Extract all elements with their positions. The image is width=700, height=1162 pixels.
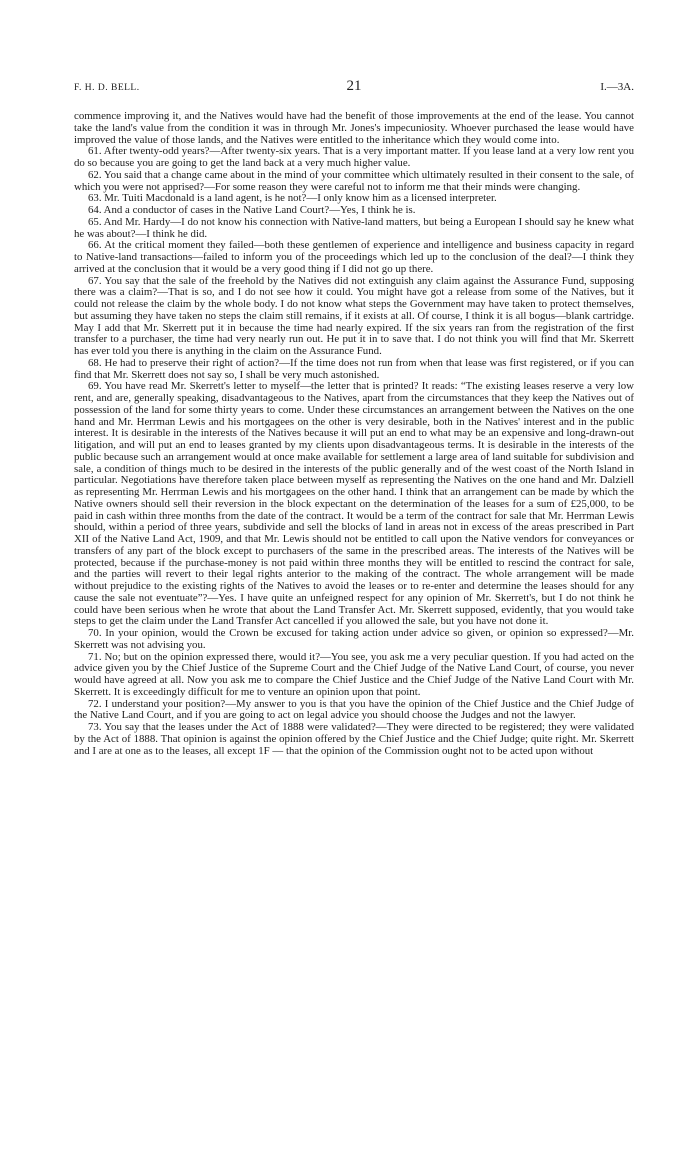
page-header <box>74 78 634 95</box>
page-number: 21 <box>346 78 362 94</box>
paragraph-63: 63. Mr. Tuiti Macdonald is a land agent, is he not?—I only know him as a licensed interpreter. <box>88 192 497 205</box>
paragraph-64: 64. And a conductor of cases in the Native Land Court?—Yes, I think he is. <box>88 204 416 216</box>
paragraph-65: 65. And Mr. Hardy—I do not know his connection with Native-land matters, but being a European I should say he knew what he was about?—I think he did. <box>74 215 634 240</box>
paragraph-67: 67. You say that the sale of the freehold by the Natives did not extinguish any claim against the Assurance Fund, supposing there was a claim?—That is so, and I do not see how it could. You might have got a release from some of the Natives, but it could not release the claim by the whole body. I do not know what steps the Government may have taken to protect themselves, but assuming they have taken no steps the claim still remains, if it exists at all. Of course, I think it is all bogus—blank cartridge. May I add that Mr. Skerrett put it in because the time had nearly expired. If the six years ran from the registration of the first transfer to a purchaser, the time had very nearly run out. He put it in to save that. I do not think you will find that Mr. Skerrett has ever told you there is anything in the claim on the Assurance Fund. <box>74 274 634 357</box>
header-witness-name: F. H. D. BELL. <box>74 83 140 93</box>
paper-reference: I.—3A. <box>600 81 634 93</box>
paragraph: commence improving it, and the Natives would have had the benefit of those improvements at the end of the lease. You cannot take the land's value from the condition it was in through Mr. Jones's impecuniosity. Whoever purchased the lease would have improved the value of those lands, and the Natives were entitled to the inheritance which they would come into. <box>74 110 634 146</box>
paragraph-73: 73. You say that the leases under the Act of 1888 were validated?—They were directed to be registered; they were validated by the Act of 1888. That opinion is against the opinion offered by the Chief Justice and the Chief Judge; quite right. Mr. Skerrett and I are at one as to the leases, all except 1F — that the opinion of the Commission ought not to be acted upon without <box>74 721 634 757</box>
paragraph-61: 61. After twenty-odd years?—After twenty-six years. That is a very important matter. If you lease land at a very low rent you do so because you are going to get the land back at a very much higher value. <box>74 145 634 169</box>
document-body <box>74 111 634 757</box>
paragraph-70: 70. In your opinion, would the Crown be excused for taking action under advice so given, or opinion so expressed?—Mr. Skerrett was not advising you. <box>74 627 634 651</box>
paragraph-62: 62. You said that a change came about in the mind of your committee which ultimately resulted in their consent to the sale, of which you were not apprised?—For some reason they were careful not to inform me that their minds were changing. <box>74 168 634 193</box>
paragraph-68: 68. He had to preserve their right of action?—If the time does not run from when that lease was first registered, or if you can find that Mr. Skerrett does not say so, I shall be very much astonished. <box>74 356 634 381</box>
paragraph-69: 69. You have read Mr. Skerrett's letter to myself—the letter that is printed? It reads: “The existing leases reserve a very low rent, and are, generally speaking, disadvantageous to the Natives, apart from the circumstances that they keep the Natives out of possession of the land for some thirty years to come. Under these circumstances an arrangement between the Natives on the one hand and Mr. Herrman Lewis and his mortgagees on the other is very desirable, both in the Natives' interest and in the public interest. It is desirable in the interests of the Natives because it will put an end to what may be an expensive and long-drawn-out litigation, and will put an end to leases granted by my clients upon disadvantageous terms. It is desirable in the interests of the public because such an arrangement would at once make available for settlement a large area of land suitable for subdivision and sale, a condition of things much to be desired in the interests of the public generally and of the west coast of the North Island in particular. Negotiations have therefore taken place between myself as representing the Natives on the one hand and Mr. Dalziell as representing Mr. Herrman Lewis and his mortgagees on the other hand. I think that an arrangement can be made by which the Native owners should sell their reversion in the block expectant on the determination of the leases for a sum of £25,000, to be paid in cash within three months from the date of the contract. It would be a term of the contract for sale that Mr. Herrman Lewis should, within a period of three years, subdivide and sell the blocks of land in areas not in excess of the areas prescribed in Part XII of the Native Land Act, 1909, and that Mr. Lewis should not be entitled to call upon the Native vendors for conveyances or transfers of any part of the block except to purchasers of the same in the prescribed areas. The interests of the Natives will be protected, because if the purchase-money is not paid within three months they will be entitled to rescind the contract for sale, and the parties will revert to their legal rights anterior to the making of the contract. The whole arrangement will be made without prejudice to the existing rights of the Natives to avoid the leases or to re-enter and determine the leases should for any cause the sale not eventuate”?—Yes. I have quite an unfeigned respect for any opinion of Mr. Skerrett's, but I do not think he could have been serious when he wrote that about the Land Transfer Act. Mr. Skerrett supposed, evidently, that you would take steps to get the claim under the Land Transfer Act cancelled if you allowed the sale, but you have not done it. <box>74 380 634 628</box>
paragraph-66: 66. At the critical moment they failed—both these gentlemen of experience and intelligence and business capacity in regard to Native-land transactions—failed to inform you of the proceedings which led up to the conclusion of the deal?—I think they arrived at the conclusion that it would be a very good thing if I did not go up there. <box>74 239 634 275</box>
paragraph-71: 71. No; but on the opinion expressed there, would it?—You see, you ask me a very peculiar question. If you had acted on the advice given you by the Chief Justice of the Supreme Court and the Chief Judge of the Native Land Court, of course, you never would have agreed at all. Now you ask me to compare the Chief Justice and the Chief Judge of the Native Land Court with Mr. Skerrett. It is exceedingly difficult for me to venture an opinion upon that point. <box>74 650 634 698</box>
paragraph-72: 72. I understand your position?—My answer to you is that you have the opinion of the Chief Justice and the Chief Judge of the Native Land Court, and if you are going to act on legal advice you should choose the Judges and not the lawyer. <box>74 697 634 722</box>
